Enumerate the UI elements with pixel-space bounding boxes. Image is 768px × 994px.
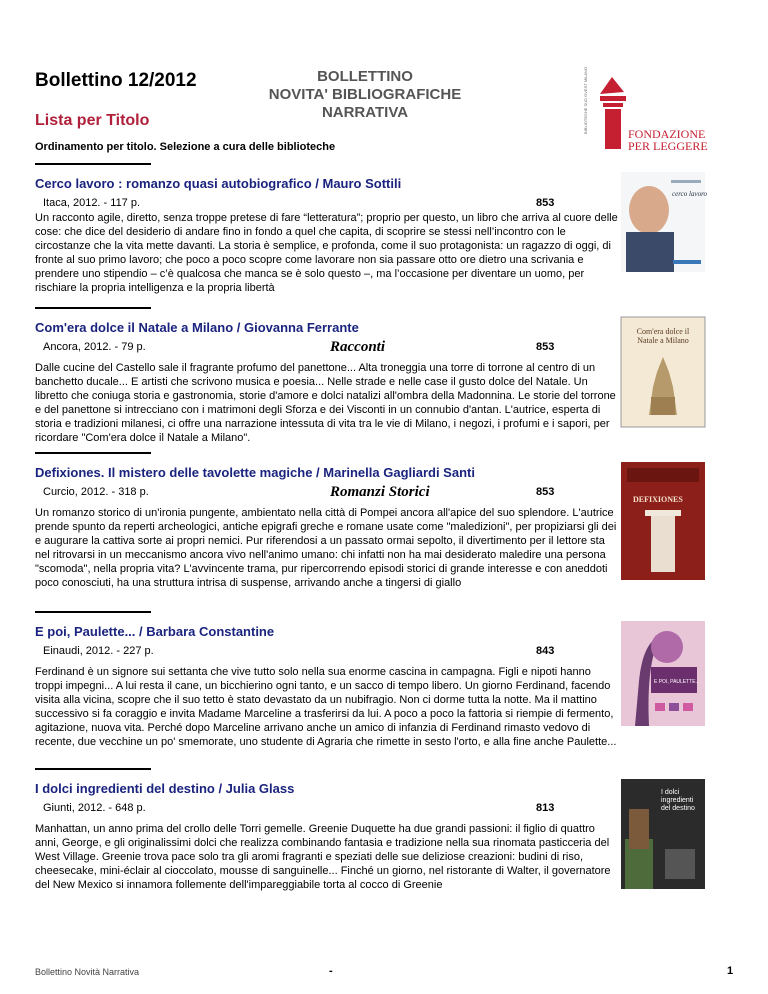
entry-title[interactable]: I dolci ingredienti del destino / Julia Glass — [35, 781, 295, 796]
book-cover-graphic — [621, 317, 705, 427]
book-cover — [621, 779, 705, 889]
list-title: Lista per Titolo — [35, 112, 150, 129]
entry-publication: Curcio, 2012. - 318 p. — [43, 486, 149, 498]
entry-publication: Itaca, 2012. - 117 p. — [43, 197, 141, 209]
entry-description: Manhattan, un anno prima del crollo delle Torri gemelle. Greenie Duquette ha due grandi passioni: il figlio di quattro anni, George, e gli originalissimi dolci che realizza combinando fantasia e tradizione nella sua rinomata pasticceria del West Village. Greenie trova pace solo tra gli aromi fragranti e speziati delle sue deliziose creazioni: budini di riso, cheesecake, mini-éclair al cioccolato, mousse di sanguinelle... Finché un giorno, nel ristorante di Walter, il governatore del New Mexico si innamora follemente dell'impareggiabile torta al cocco di Greenie — [35, 823, 611, 891]
separator — [35, 307, 151, 309]
separator — [35, 611, 151, 613]
book-cover-graphic — [621, 172, 708, 272]
header-block — [235, 68, 495, 122]
book-cover — [621, 172, 708, 272]
logo-flame-shape — [600, 77, 624, 94]
header-line-3: NARRATIVA — [321, 104, 409, 121]
book-cover — [621, 317, 705, 427]
cover-title: I dolci ingredienti del destino — [661, 789, 695, 812]
entry-description: Ferdinand è un signore sui settanta che vive tutto solo nella sua enorme cascina in campagna. Figli e nipoti hanno troppi impegni... A lui resta il cane, un bicchierino ogni tanto, e un sacco di tempo libero. Un giorno Ferdinand, facendo visita alla vicina, scopre che il suo tetto è stato devastato da un nubifragio. Non ci dorme tutta la notte. Ma il mattino successivo si fa coraggio e invita Madame Marceline a trasferirsi da lui. A poco a poco la fattoria si riempie di fermento, agitazione, nuova vita. Perché dopo Marceline arrivano anche un amico di infanzia di Ferdinand rimasto vedovo di recente, due vecchine un po' smemorate, uno studente di Agraria che rimette in sesto l'orto, e alla fine anche Paulette... — [35, 666, 617, 748]
book-cover-graphic — [621, 462, 705, 580]
cover-title: E POI, PAULETTE... — [654, 679, 700, 685]
cover-title: cerco lavoro — [672, 190, 708, 198]
book-cover — [621, 462, 705, 580]
cover-title: DEFIXIONES — [633, 495, 683, 504]
entry-code: 813 — [536, 802, 555, 814]
fondazione-logo-graphic — [578, 66, 708, 153]
header-line-1: BOLLETTINO — [317, 68, 413, 85]
entry-description: Un racconto agile, diretto, senza troppe pretese di fare “letteratura”; proprio per questo, un libro che arriva al cuore delle cose: che dice del desiderio di andare fino in fondo a quel che capita, di scoprire se stessi nell’incontro con le circostanze che la vita mette davanti. La storia è semplice, e profonda, come il suo protagonista: un ragazzo di oggi, di fronte al suo primo lavoro; che poco a poco scopre come lavorare non sia passare otto ore dietro una scrivania e prendere uno stipendio – c’è qualcosa che manca se è solo questo –, ma l’occasione per diventare un uomo, per rischiare la propria intelligenza e la propria libertà — [35, 212, 618, 294]
ordering-note: Ordinamento per titolo. Selezione a cura delle biblioteche — [35, 141, 336, 153]
book-cover — [621, 621, 705, 726]
entry-publication: Einaudi, 2012. - 227 p. — [43, 645, 154, 657]
logo-text-line2: PER LEGGERE — [628, 139, 708, 153]
page-number: 1 — [727, 965, 734, 977]
logo-column-band — [603, 103, 623, 107]
logo-column-cap — [600, 96, 626, 101]
entry-genre: Romanzi Storici — [330, 484, 430, 500]
entry-description: Dalle cucine del Castello sale il fragrante profumo del panettone... Alta troneggia una torre di torrone al centro di un banchetto ducale... E artisti che scrivono musica e poesia... Nelle strade e nelle case il gusto dolce del Natale. Un libretto che coniuga storia e gastronomia, storie d'amore e dolci natalizi all'ombra della Madonnina. Le storie del torrone e del panettone si intrecciano con i matrimoni degli Sforza e dei Visconti in un connubio d'antan. L'autrice, esperta di storia e tradizioni milanesi, ci offre una narrazione intessuta di vita tra le vie di Milano, i negozi, i profumi e i sapori, per ricordare "Com'era dolce il Natale a Milano". — [35, 362, 616, 444]
separator — [35, 768, 151, 770]
entry-description: Un romanzo storico di un'ironia pungente, ambientato nella città di Pompei ancora all'apice del suo splendore. L'autrice prende spunto da reperti archeologici, antiche epigrafi greche e romane usate come "maledizioni", per propiziarsi gli dei e augurare la cattiva sorte ai propri nemici. Pur riferendosi a un passato ormai sepolto, il divertimento per il lettore sta nel ritrovarsi in un meccanismo ancora vivo nell'animo umano: chi infatti non ha mai desiderato maledire una persona "scomoda", nella propria vita? L'avvincente trama, pur ripercorrendo episodi storici di grande interesse e con aneddoti poco conosciuti, ha una struttura intrisa di suspense, arrivando anche a tingersi di giallo — [35, 507, 617, 589]
entry-genre: Racconti — [330, 339, 385, 355]
entry-code: 853 — [536, 197, 555, 209]
book-cover-graphic — [621, 621, 705, 726]
entry-title[interactable]: E poi, Paulette... / Barbara Constantine — [35, 624, 275, 639]
entry-code: 853 — [536, 486, 555, 498]
cover-title: Com'era dolce il Natale a Milano — [636, 327, 690, 345]
entry-title[interactable]: Defixiones. Il mistero delle tavolette magiche / Marinella Gagliardi Santi — [35, 465, 475, 480]
book-cover-graphic — [621, 779, 705, 889]
entry-code: 853 — [536, 341, 555, 353]
footer-separator: - — [329, 965, 333, 977]
entry-publication: Giunti, 2012. - 648 p. — [43, 802, 146, 814]
logo-side-text: BIBLIOTECHE SUD OVEST MILANO — [583, 66, 588, 134]
header-line-2: NOVITA' BIBLIOGRAFICHE — [268, 86, 462, 103]
entry-publication: Ancora, 2012. - 79 p. — [43, 341, 146, 353]
fondazione-logo — [578, 66, 708, 153]
bulletin-title: Bollettino 12/2012 — [35, 70, 197, 91]
entry-title[interactable]: Cerco lavoro : romanzo quasi autobiografico / Mauro Sottili — [35, 176, 402, 191]
separator — [35, 163, 151, 165]
entry-code: 843 — [536, 645, 555, 657]
logo-column — [605, 109, 621, 149]
entry-title[interactable]: Com'era dolce il Natale a Milano / Giovanna Ferrante — [35, 320, 359, 335]
logo-text-line1: FONDAZIONE — [628, 127, 706, 141]
separator — [35, 452, 151, 454]
footer-publication-name: Bollettino Novità Narrativa — [35, 967, 140, 977]
